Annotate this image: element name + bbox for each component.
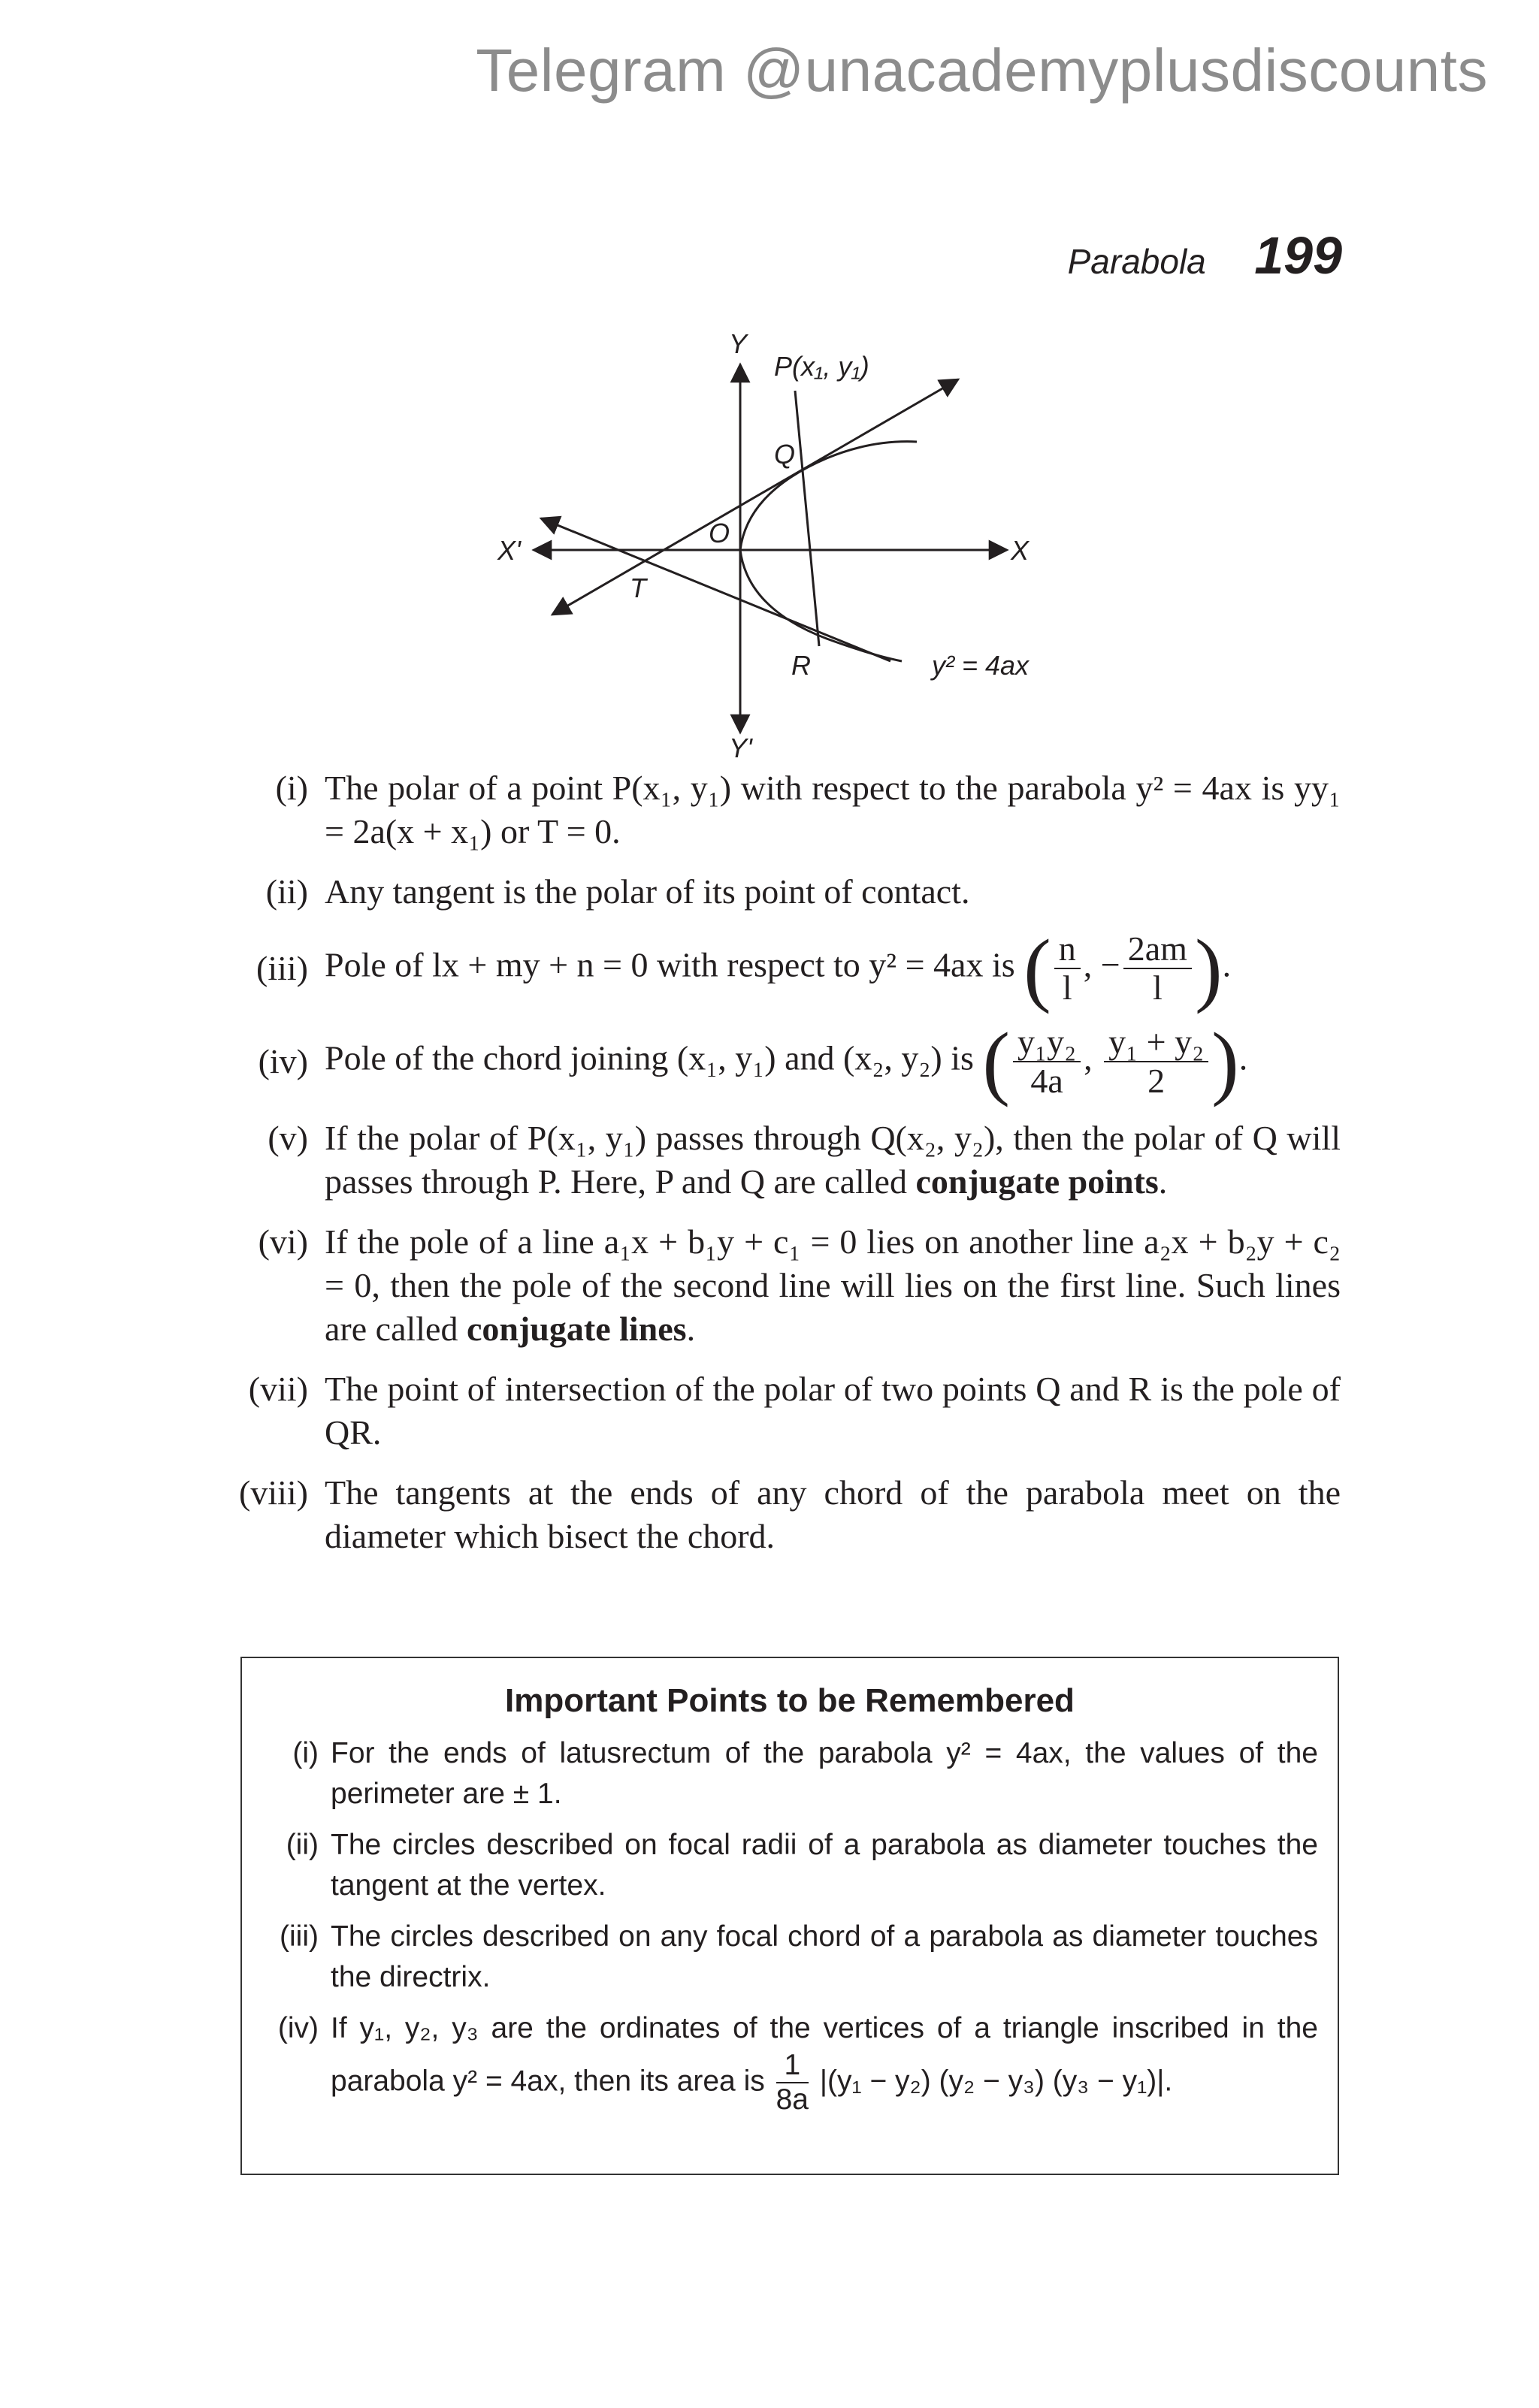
watermark-text: Telegram @unacademyplusdiscounts <box>476 37 1488 104</box>
list-item <box>203 766 1341 854</box>
fraction-numerator: y₁ + y₂ <box>1104 1023 1208 1062</box>
label-point-r: R <box>791 650 811 681</box>
item-text: The tangents at the ends of any chord of the parabola meet on the diameter which bisect the chord. <box>325 1473 1341 1555</box>
page-number: 199 <box>1254 226 1342 285</box>
item-number: (vii) <box>248 1370 308 1408</box>
item-number: (ii) <box>265 872 308 911</box>
box-item-text: For the ends of latusrectum of the parabola y² = 4ax, the values of the perimeter are ± 1. <box>331 1737 1318 1810</box>
list-item <box>203 870 1341 914</box>
item-number: (iii) <box>256 949 308 987</box>
item-content: Pole of the chord joining (x₁, y₁) and (x₂, y₂) is ( $\frac{\text{y₁y₂}}{4a}$ , $\frac{\text{y₁ + y₂}}{2}$ ). <box>325 1016 1248 1107</box>
box-item-content <box>331 2008 1318 2116</box>
item-number: (iv) <box>258 1042 308 1080</box>
box-list-item <box>242 1733 1338 1814</box>
fraction <box>1054 930 1081 1007</box>
list-item <box>203 1016 1341 1107</box>
item-text: Any tangent is the polar of its point of contact. <box>325 872 970 911</box>
label-x-prime: X' <box>497 535 521 566</box>
fraction-numerator: 1 <box>776 2049 809 2083</box>
label-origin-o: O <box>709 518 730 548</box>
label-point-q: Q <box>774 439 796 470</box>
list-item <box>203 1367 1341 1455</box>
fraction-numerator: 2am <box>1123 930 1192 969</box>
list-item <box>203 1116 1341 1204</box>
box-item-number: (ii) <box>286 1829 319 1861</box>
item-bold-term: conjugate lines <box>466 1310 687 1348</box>
fraction-denominator: l <box>1152 968 1163 1007</box>
item-text: If the pole of a line a₁x + b₁y + c₁ = 0 lies on another line a₂x + b₂y + c₂ = 0, then the pole of the second line will lies on the first line. Such lines are called <box>325 1222 1341 1348</box>
label-y: Y <box>729 331 748 359</box>
box-list-item <box>242 1825 1338 1906</box>
item-number: (i) <box>275 769 308 807</box>
label-point-t: T <box>630 573 646 603</box>
item-number: (v) <box>268 1119 308 1157</box>
box-item-text-after: |(y₁ − y₂) (y₂ − y₃) (y₃ − y₁)|. <box>819 2065 1173 2098</box>
list-item <box>203 1220 1341 1351</box>
fraction-denominator: 8a <box>776 2083 809 2116</box>
box-item-number: (i) <box>292 1737 319 1769</box>
chapter-title: Parabola <box>1067 242 1206 281</box>
parabola-curve <box>740 442 917 661</box>
label-point-p: P(x₁, y₁) <box>774 351 869 382</box>
box-list-item <box>242 1917 1338 1998</box>
box-item-number: (iv) <box>277 2012 319 2044</box>
fraction-denominator: 2 <box>1147 1062 1166 1100</box>
important-points-box <box>240 1657 1339 2175</box>
label-equation: y² = 4ax <box>932 650 1030 681</box>
box-title: Important Points to be Remembered <box>505 1682 1075 1719</box>
item-number: (vi) <box>258 1222 308 1261</box>
close-paren: ) <box>1194 923 1223 1014</box>
fraction-denominator: 4a <box>1030 1062 1063 1100</box>
item-text: Pole of the chord joining (x₁, y₁) and (x₂, y₂) is <box>325 1038 974 1077</box>
box-item-number: (iii) <box>280 1920 319 1953</box>
list-item <box>203 923 1341 1014</box>
item-bold-term: conjugate points <box>915 1162 1159 1201</box>
open-paren: ( <box>982 1016 1011 1107</box>
close-paren: ) <box>1211 1016 1239 1107</box>
fraction <box>1104 1023 1208 1100</box>
fraction <box>1123 930 1192 1007</box>
item-content: Pole of lx + my + n = 0 with respect to y² = 4ax is ( $\frac{n}{l}$ , − $\frac{2am}{l}$ ). <box>325 923 1232 1014</box>
box-item-text: If y₁, y₂, y₃ are the ordinates of the vertices of a triangle inscribed in the parabola y² = 4ax, then its area is <box>331 2012 1318 2098</box>
item-content: If the pole of a line a₁x + b₁y + c₁ = 0 lies on another line a₂x + b₂y + c₂ = 0, then the pole of the second line will lies on the first line. Such lines are called conjugate lines. <box>325 1222 1341 1348</box>
fraction <box>776 2049 809 2116</box>
item-text: If the polar of P(x₁, y₁) passes through Q(x₂, y₂), then the polar of Q will passes through P. Here, P and Q are called <box>325 1119 1341 1201</box>
tangent-at-q <box>552 379 958 615</box>
item-number: (viii) <box>239 1473 308 1512</box>
box-item-text: The circles described on any focal chord of a parabola as diameter touches the directrix. <box>331 1920 1318 1993</box>
fraction-denominator: l <box>1062 968 1072 1007</box>
item-text: The polar of a point P(x₁, y₁) with respect to the parabola y² = 4ax is yy₁ = 2a(x + x₁) or T = 0. <box>325 769 1341 851</box>
fraction <box>1013 1023 1081 1100</box>
list-item <box>203 1471 1341 1558</box>
page-header <box>1068 225 1342 286</box>
item-content: If the polar of P(x₁, y₁) passes through Q(x₂, y₂), then the polar of Q will passes through P. Here, P and Q are called conjugate points. <box>325 1119 1341 1201</box>
fraction-numerator: y₁y₂ <box>1013 1023 1081 1062</box>
item-text: Pole of lx + my + n = 0 with respect to y² = 4ax is <box>325 945 1015 984</box>
parabola-figure <box>481 331 1052 759</box>
open-paren: ( <box>1023 923 1051 1014</box>
fraction-numerator: n <box>1054 930 1081 969</box>
properties-list <box>203 766 1341 1575</box>
label-x: X <box>1011 535 1030 566</box>
box-list-item <box>242 2008 1338 2116</box>
label-y-prime: Y' <box>729 733 752 759</box>
item-text: The point of intersection of the polar of two points Q and R is the pole of QR. <box>325 1370 1341 1452</box>
box-item-text: The circles described on focal radii of a parabola as diameter touches the tangent at the vertex. <box>331 1829 1318 1902</box>
chord-qr <box>795 391 819 646</box>
